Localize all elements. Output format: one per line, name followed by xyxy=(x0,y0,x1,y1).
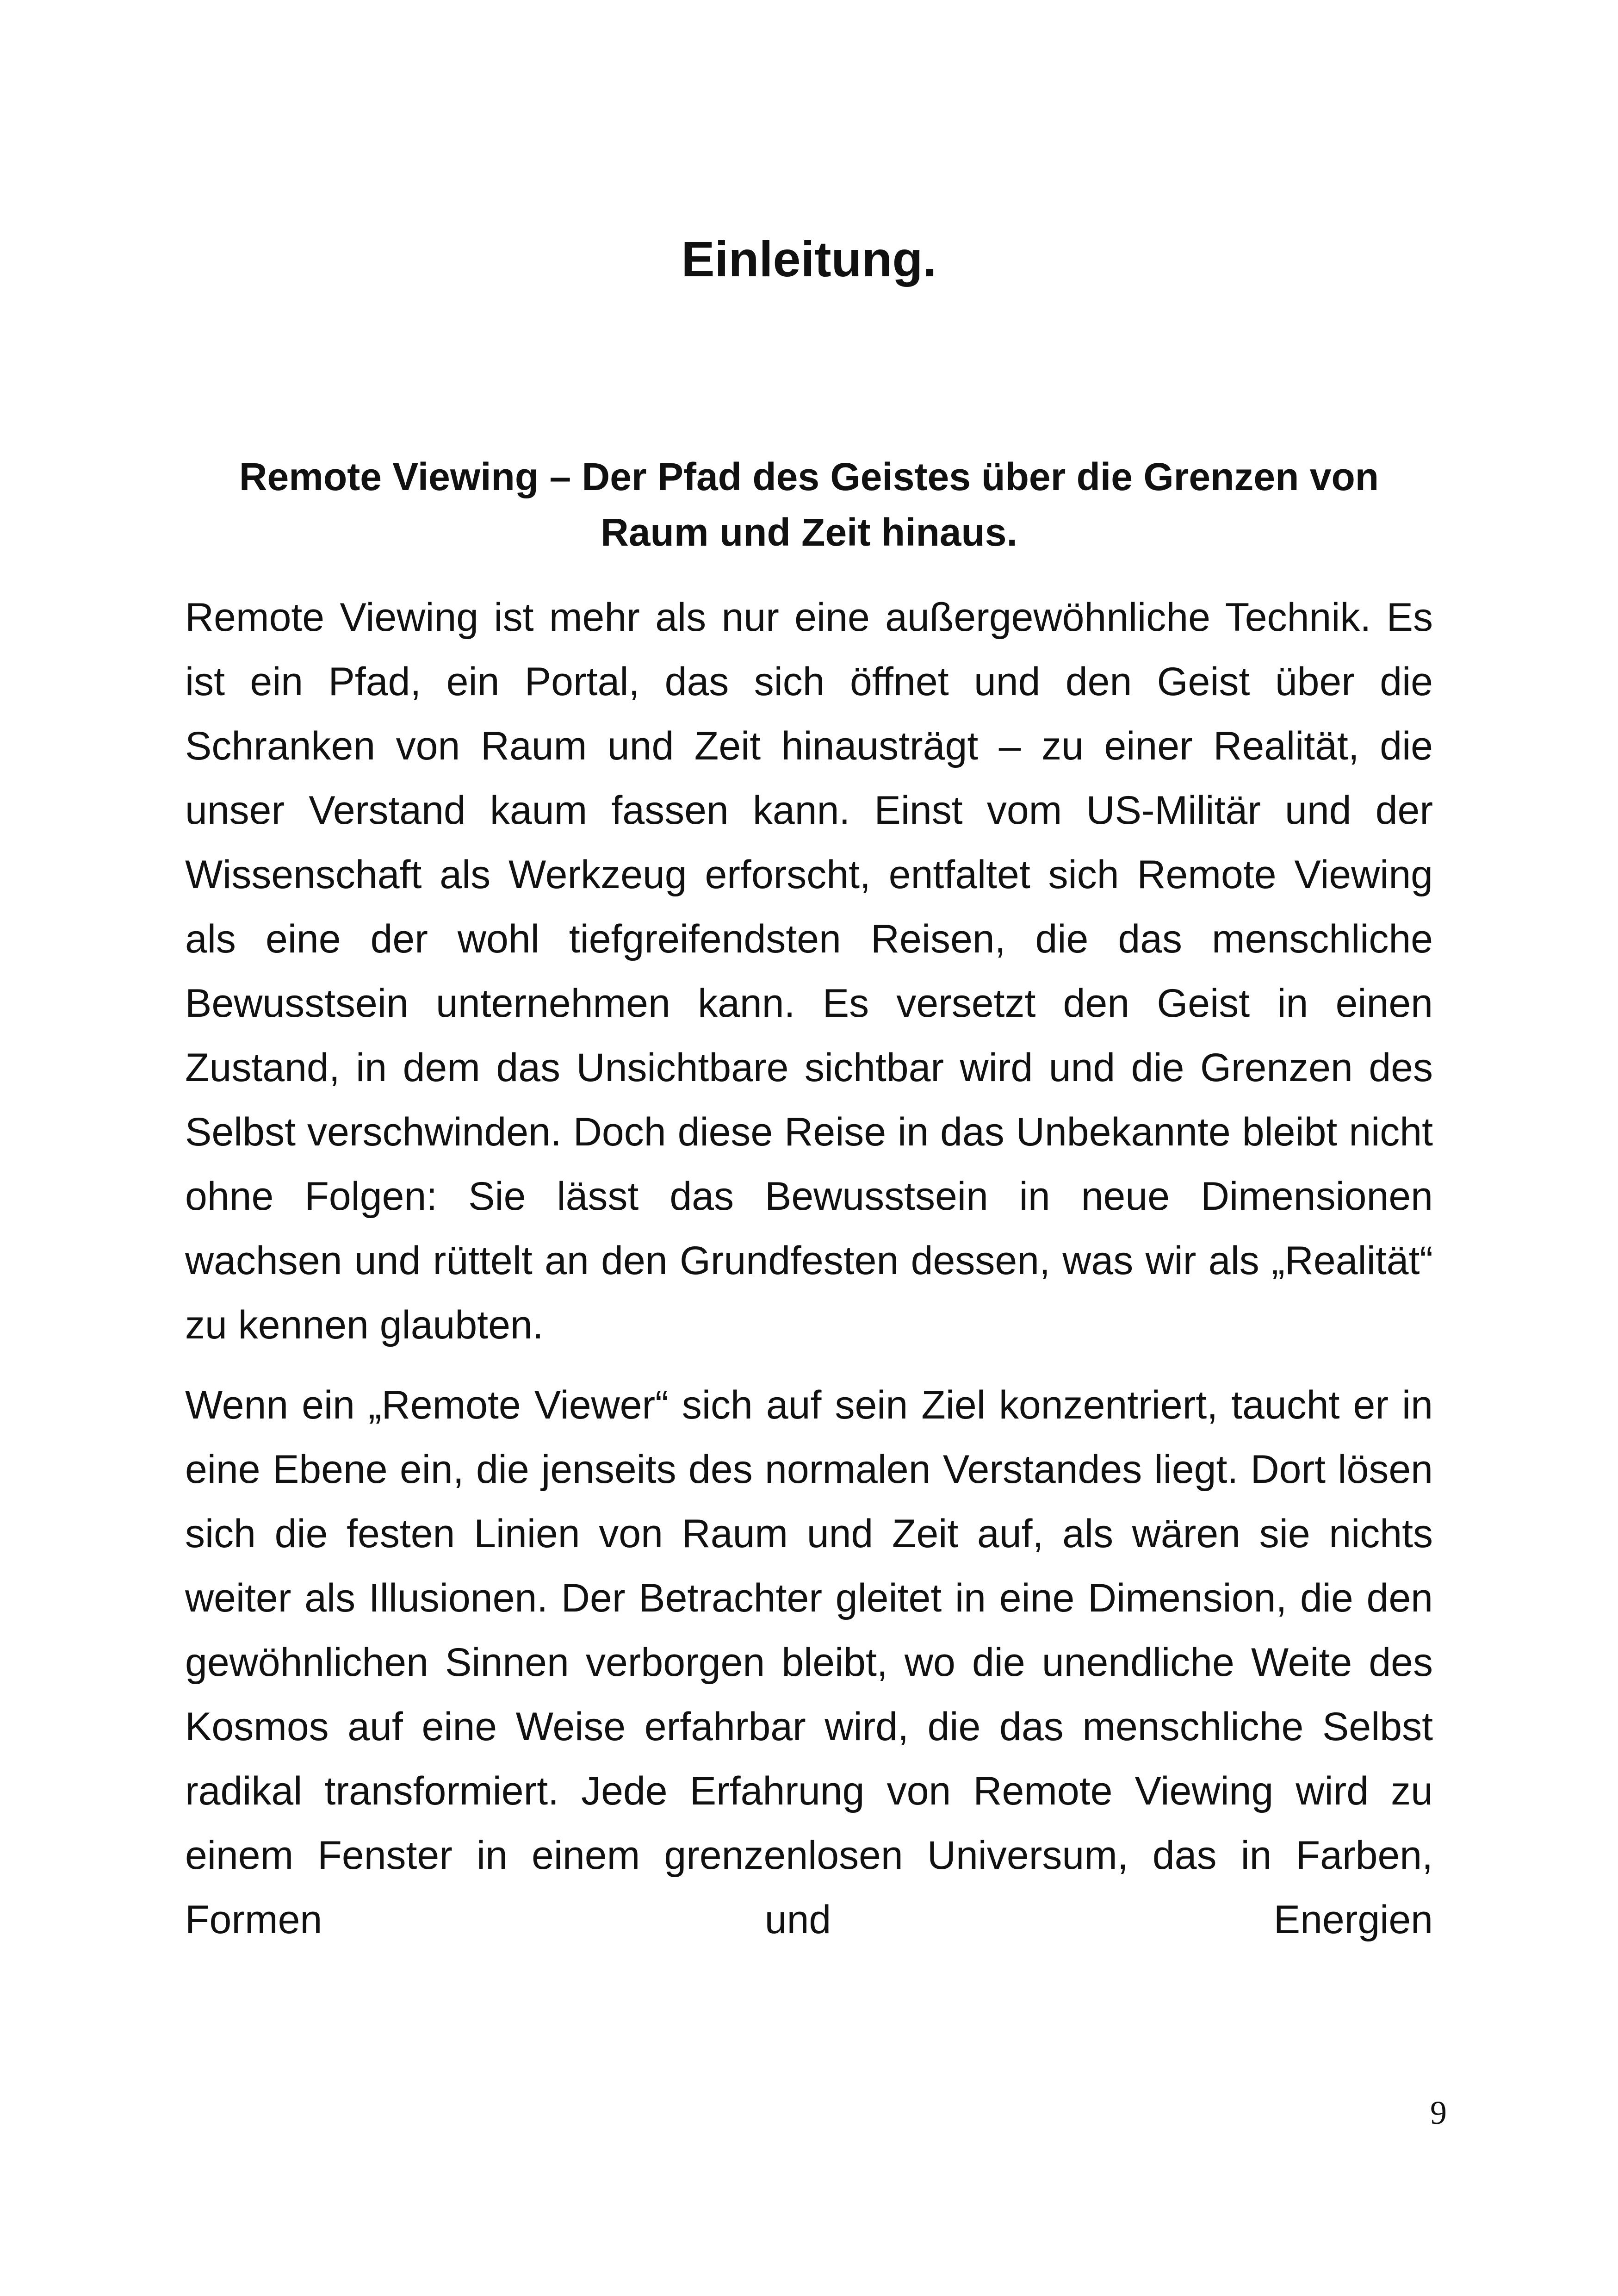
body-text xyxy=(185,585,1433,1952)
section-title: Remote Viewing – Der Pfad des Geistes über die Grenzen von Raum und Zeit hinaus. xyxy=(239,455,1379,554)
paragraph: Remote Viewing ist mehr als nur eine außergewöhnliche Technik. Es ist ein Pfad, ein Portal, das sich öffnet und den Geist über die Schranken von Raum und Zeit hinausträgt – zu einer Realität, die unser Verstand kaum fassen kann. Einst vom US-Militär und der Wissenschaft als Werkzeug erforscht, entfaltet sich Remote Viewing als eine der wohl tiefgreifendsten Reisen, die das menschliche Bewusstsein unternehmen kann. Es versetzt den Geist in einen Zustand, in dem das Unsichtbare sichtbar wird und die Grenzen des Selbst verschwinden. Doch diese Reise in das Unbekannte bleibt nicht ohne Folgen: Sie lässt das Bewusstsein in neue Dimensionen wachsen und rüttelt an den Grundfesten dessen, was wir als „Realität“ zu kennen glaubten. xyxy=(185,595,1433,1347)
paragraph: Wenn ein „Remote Viewer“ sich auf sein Ziel konzentriert, taucht er in eine Ebene ein, die jenseits des normalen Verstandes liegt. Dort lösen sich die festen Linien von Raum und Zeit auf, als wären sie nichts weiter als Illusionen. Der Betrachter gleitet in eine Dimension, die den gewöhnlichen Sinnen verborgen bleibt, wo die unendliche Weite des Kosmos auf eine Weise erfahrbar wird, die das menschliche Selbst radikal transformiert. Jede Erfahrung von Remote Viewing wird zu einem Fenster in einem grenzenlosen Universum, das in Farben, Formen und Energien xyxy=(185,1383,1433,1942)
page-number: 9 xyxy=(1430,2094,1447,2131)
chapter-title: Einleitung. xyxy=(681,231,937,287)
